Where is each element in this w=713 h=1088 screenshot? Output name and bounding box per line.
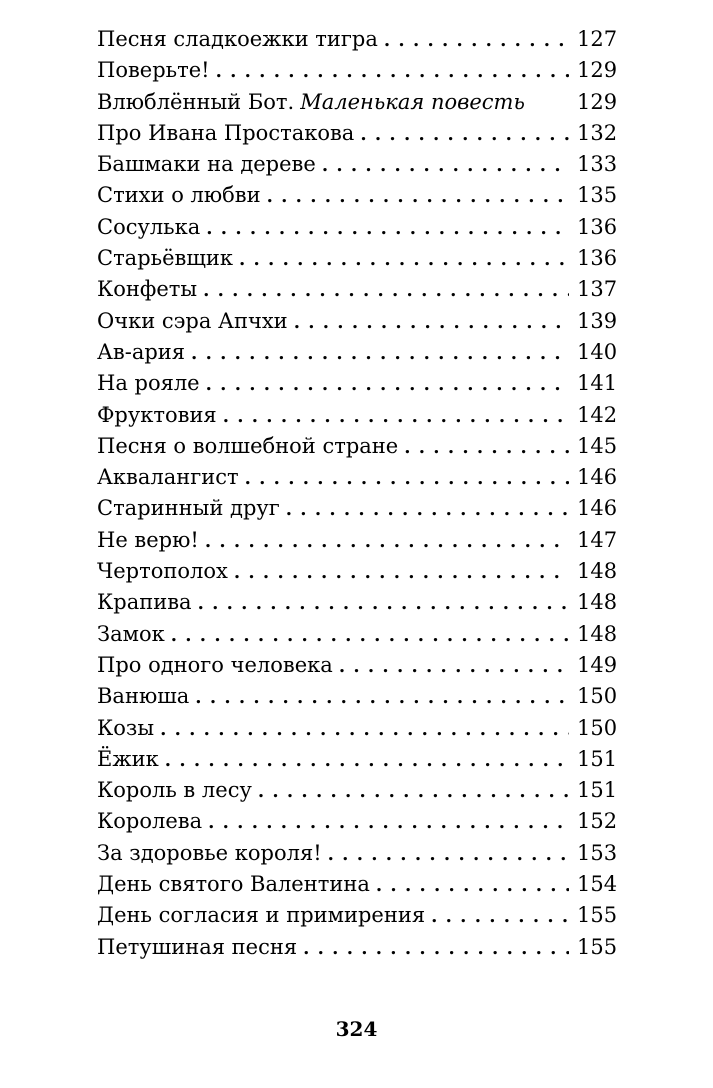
toc-entry-title-text: Конфеты (97, 277, 198, 302)
toc-entry-page: 154 (577, 872, 618, 897)
toc-entry-title-text: Король в лесу (97, 778, 252, 803)
toc-entry-page: 155 (577, 934, 618, 959)
toc-entry-page: 147 (577, 527, 618, 552)
dot-leader (328, 839, 569, 870)
toc-entry (97, 87, 617, 118)
dot-leader (195, 682, 569, 713)
toc-entry-page: 129 (577, 89, 618, 114)
toc-entry-page: 148 (577, 621, 618, 646)
dot-leader (294, 307, 569, 338)
toc-entry-title-text: Козы (97, 715, 155, 740)
toc-entry-title-text: Крапива (97, 590, 192, 615)
toc-entry-title-text: Ав-ария (97, 339, 186, 364)
toc-entry-title-text: Башмаки на дереве (97, 152, 316, 177)
toc-entry-title-text: Замок (97, 621, 165, 646)
dot-leader (267, 181, 569, 212)
toc-entry-title-text: Ёжик (97, 746, 159, 771)
toc-entry-title (97, 180, 261, 211)
toc-entry-page: 133 (577, 152, 618, 177)
toc-entry-title (97, 118, 354, 149)
toc-entry-title-text: Сосулька (97, 214, 201, 239)
toc-entry-title (97, 431, 398, 462)
toc-entry-page: 129 (577, 58, 618, 83)
toc-entry-page: 151 (577, 778, 618, 803)
toc-entry-page: 148 (577, 559, 618, 584)
dot-leader (376, 870, 569, 901)
toc-entry (97, 118, 617, 149)
toc-entry-title-text: Песня о волшебной стране (97, 433, 399, 458)
toc-entry-title-text: За здоровье короля! (97, 840, 322, 865)
dot-leader (216, 56, 569, 87)
dot-leader (431, 901, 569, 932)
dot-leader (223, 401, 569, 432)
toc-entry-title (97, 775, 252, 806)
toc-entry-title-text: Про одного человека (97, 652, 333, 677)
toc-entry (97, 932, 617, 963)
dot-leader (191, 338, 569, 369)
toc-entry-title-text: Влюблённый Бот. (97, 89, 295, 114)
toc-entry (97, 650, 617, 681)
toc-entry-title (97, 212, 200, 243)
page-number: 324 (335, 1017, 378, 1041)
toc-entry-page: 140 (577, 339, 618, 364)
toc-entry-page: 146 (577, 496, 618, 521)
dot-leader (360, 119, 569, 150)
dot-leader (205, 526, 569, 557)
dot-leader (165, 745, 569, 776)
toc-entry (97, 243, 617, 274)
toc-entry (97, 306, 617, 337)
toc-entry-title (97, 556, 228, 587)
dot-leader (208, 807, 569, 838)
toc-entry (97, 556, 617, 587)
toc-entry-title (97, 619, 165, 650)
toc-entry-title-text: Про Ивана Простакова (97, 120, 355, 145)
toc-entry-title-text: День согласия и примирения (97, 903, 426, 928)
toc-entry (97, 462, 617, 493)
toc-entry-title (97, 744, 159, 775)
toc-entry-page: 150 (577, 684, 618, 709)
toc-entry-page: 150 (577, 715, 618, 740)
toc-entry-title (97, 24, 378, 55)
toc-entry-page: 132 (577, 120, 618, 145)
toc-entry (97, 681, 617, 712)
dot-leader (206, 213, 569, 244)
dot-leader (303, 933, 569, 964)
dot-leader (384, 25, 569, 56)
toc-entry-title-text: Старинный друг (97, 496, 280, 521)
toc-entry-title-text: Королева (97, 809, 203, 834)
dot-leader (206, 369, 569, 400)
dot-leader (203, 275, 569, 306)
toc-entry-title-text: Чертополох (97, 559, 228, 584)
dot-leader (339, 651, 569, 682)
toc-entry (97, 337, 617, 368)
toc-entry (97, 180, 617, 211)
toc-entry-title-text: День святого Валентина (97, 872, 370, 897)
toc-entry-title (97, 869, 370, 900)
dot-leader (245, 463, 569, 494)
toc-entry (97, 431, 617, 462)
toc-entry-title (97, 243, 233, 274)
dot-leader (286, 494, 569, 525)
toc-entry (97, 274, 617, 305)
toc-entry-title (97, 838, 322, 869)
toc-entry-title (97, 306, 288, 337)
toc-entry (97, 838, 617, 869)
toc-entry-page: 139 (577, 308, 618, 333)
dot-leader (322, 150, 569, 181)
dot-leader (160, 714, 569, 745)
toc-entry-title (97, 400, 217, 431)
toc-entry-title (97, 149, 316, 180)
toc-entry-title-text: Петушиная песня (97, 934, 298, 959)
toc-entry-page: 155 (577, 903, 618, 928)
toc-entry-title-text: На рояле (97, 371, 200, 396)
toc-entry-title (97, 806, 202, 837)
toc-entry-page: 136 (577, 246, 618, 271)
toc-entry (97, 368, 617, 399)
toc-entry-title (97, 337, 185, 368)
toc-entry (97, 713, 617, 744)
toc-entry (97, 493, 617, 524)
toc-entry-page: 151 (577, 746, 618, 771)
toc-entry (97, 149, 617, 180)
toc-entry-title (97, 462, 239, 493)
toc-entry-title (97, 713, 154, 744)
toc-entry-page: 153 (577, 840, 618, 865)
toc-entry (97, 400, 617, 431)
toc-entry-title-text: Фруктовия (97, 402, 217, 427)
toc-entry-title (97, 587, 192, 618)
toc-entry-title-text: Очки сэра Апчхи (97, 308, 288, 333)
toc-entry-title (97, 525, 199, 556)
toc-entry-page: 141 (577, 371, 618, 396)
toc-entry-title (97, 87, 525, 118)
toc-entry (97, 55, 617, 86)
toc-entry-title (97, 900, 425, 931)
toc-entry-page: 136 (577, 214, 618, 239)
toc-entry-title (97, 932, 297, 963)
toc-entry-title-text: Ванюша (97, 684, 190, 709)
toc-entry-title-text: Аквалангист (97, 465, 239, 490)
dot-leader (198, 588, 569, 619)
toc-entry-page: 137 (577, 277, 618, 302)
toc-entry-title (97, 368, 200, 399)
toc-entry-title-text: Не верю! (97, 527, 199, 552)
toc-entry (97, 869, 617, 900)
table-of-contents (97, 24, 617, 963)
toc-entry (97, 587, 617, 618)
dot-leader (404, 432, 569, 463)
dot-leader (239, 244, 569, 275)
toc-entry-page: 146 (577, 465, 618, 490)
toc-entry-title (97, 55, 210, 86)
toc-entry-page: 142 (577, 402, 618, 427)
toc-entry (97, 744, 617, 775)
toc-entry (97, 900, 617, 931)
toc-entry (97, 525, 617, 556)
toc-entry (97, 619, 617, 650)
toc-entry-title-text: Старьёвщик (97, 246, 233, 271)
toc-entry-page: 148 (577, 590, 618, 615)
toc-entry-page: 145 (577, 433, 618, 458)
toc-entry-subtitle: Маленькая повесть (300, 89, 525, 114)
toc-entry (97, 806, 617, 837)
toc-entry-page: 127 (577, 27, 618, 51)
toc-entry-title-text: Стихи о любви (97, 183, 261, 208)
dot-leader (171, 620, 569, 651)
toc-entry (97, 24, 617, 55)
toc-entry (97, 212, 617, 243)
toc-entry-title (97, 681, 189, 712)
toc-entry-title (97, 274, 197, 305)
toc-entry-page: 152 (577, 809, 618, 834)
dot-leader (258, 776, 569, 807)
toc-entry (97, 775, 617, 806)
toc-entry-title-text: Поверьте! (97, 58, 210, 83)
toc-entry-title (97, 650, 333, 681)
toc-entry-title (97, 493, 280, 524)
dot-leader (234, 557, 569, 588)
toc-entry-title-text: Песня сладкоежки тигра (97, 27, 378, 51)
toc-entry-page: 135 (577, 183, 618, 208)
toc-entry-page: 149 (577, 652, 618, 677)
